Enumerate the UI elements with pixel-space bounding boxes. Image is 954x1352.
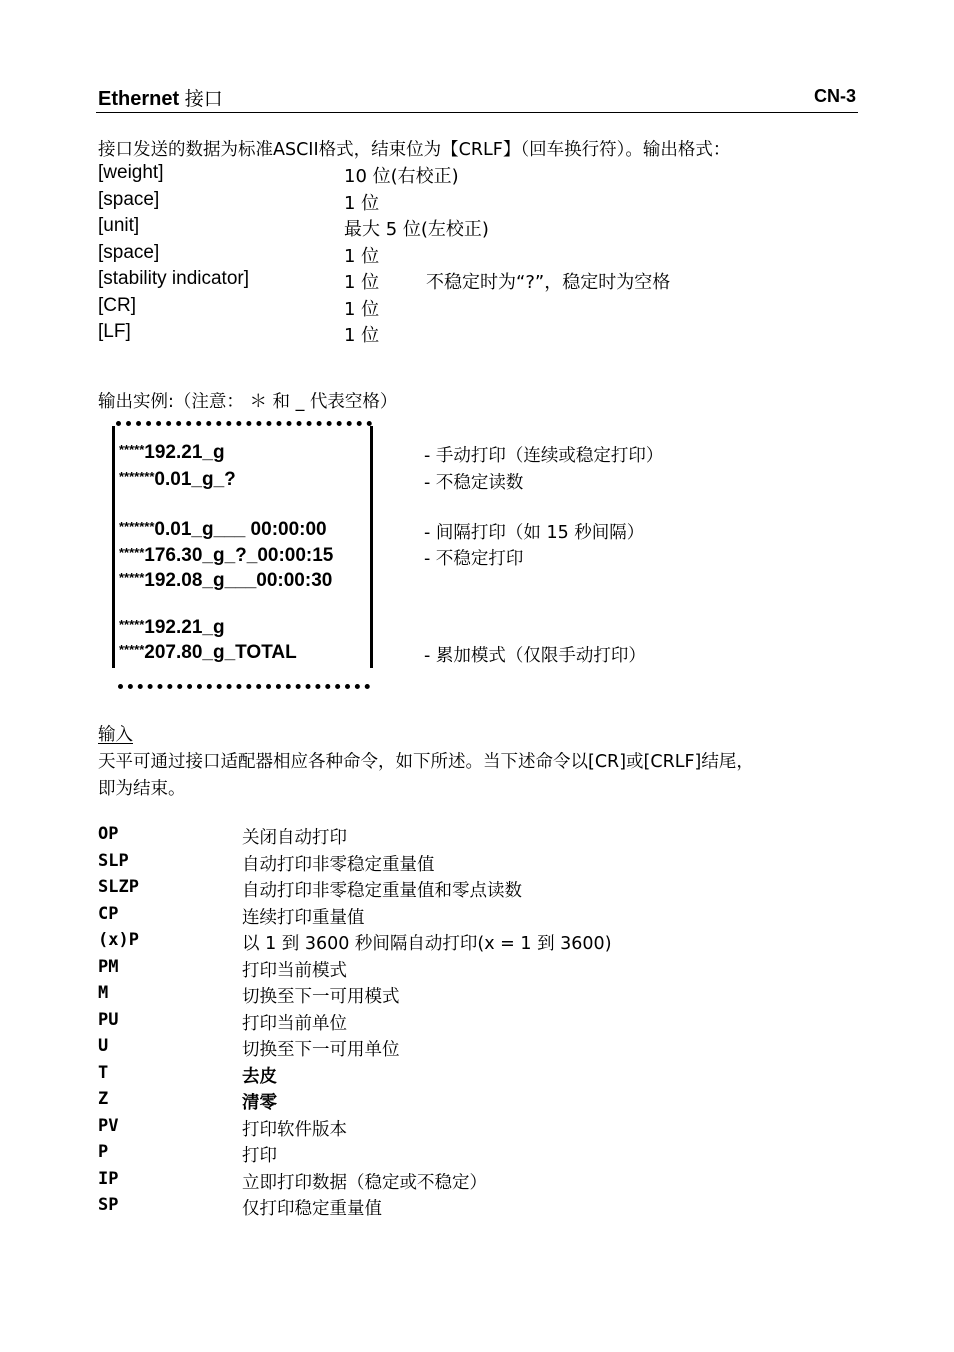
command-code: PM bbox=[98, 957, 119, 977]
format-field: [space] bbox=[98, 242, 160, 263]
ticket-bottom-edge bbox=[118, 684, 370, 689]
command-description: 清零 bbox=[242, 1093, 277, 1113]
ticket-line: *****176.30_g_?_00:00:15 bbox=[119, 545, 334, 566]
format-field: [CR] bbox=[98, 295, 136, 316]
page-title bbox=[98, 84, 223, 111]
ticket-left-edge bbox=[112, 426, 115, 668]
command-description: 连续打印重量值 bbox=[242, 908, 365, 928]
intro-paragraph: 接口发送的数据为标准ASCII格式，结束位为【CRLF】（回车换行符）。输出格式： bbox=[98, 140, 731, 160]
input-heading: 输入 bbox=[98, 725, 133, 745]
command-row bbox=[98, 1010, 858, 1036]
command-row bbox=[98, 1036, 858, 1062]
ticket-right-edge bbox=[370, 426, 373, 668]
command-code: PV bbox=[98, 1116, 119, 1136]
ticket-line: *******0.01_g_? bbox=[119, 469, 236, 490]
ticket-note: - 不稳定读数 bbox=[424, 473, 524, 493]
format-row bbox=[98, 268, 858, 294]
command-row bbox=[98, 904, 858, 930]
command-description: 打印当前模式 bbox=[242, 961, 347, 981]
ticket-line: *******0.01_g___ 00:00:00 bbox=[119, 519, 327, 540]
command-description: 切换至下一可用单位 bbox=[242, 1040, 400, 1060]
command-row bbox=[98, 1063, 858, 1089]
ticket-line: *****192.21_g bbox=[119, 617, 225, 638]
command-code: PU bbox=[98, 1010, 119, 1030]
format-length: 1 位 bbox=[344, 299, 380, 320]
format-field: [weight] bbox=[98, 162, 164, 183]
command-description: 自动打印非零稳定重量值 bbox=[242, 855, 435, 875]
ticket-line: *****192.21_g bbox=[119, 442, 225, 463]
command-description: 切换至下一可用模式 bbox=[242, 987, 400, 1007]
format-row bbox=[98, 189, 858, 215]
command-code: OP bbox=[98, 824, 119, 844]
ticket-note: - 间隔打印（如 15 秒间隔） bbox=[424, 523, 645, 543]
command-code: Z bbox=[98, 1089, 109, 1109]
format-length: 1 位 bbox=[344, 272, 380, 293]
header-divider bbox=[96, 112, 858, 113]
format-note: 不稳定时为“?”，稳定时为空格 bbox=[426, 272, 671, 293]
input-description-line-1: 天平可通过接口适配器相应各种命令，如下所述。当下述命令以[CR]或[CRLF]结尾， bbox=[98, 752, 754, 772]
page-number: CN-3 bbox=[813, 86, 856, 106]
command-row bbox=[98, 1169, 858, 1195]
format-row bbox=[98, 162, 858, 188]
command-code: SLZP bbox=[98, 877, 139, 897]
format-length: 最大 5 位(左校正) bbox=[344, 219, 489, 240]
command-code: M bbox=[98, 983, 109, 1003]
format-row bbox=[98, 215, 858, 241]
command-description: 关闭自动打印 bbox=[242, 828, 347, 848]
ticket-line: *****207.80_g_TOTAL bbox=[119, 642, 297, 663]
command-description: 打印 bbox=[242, 1146, 277, 1166]
command-code: SLP bbox=[98, 851, 129, 871]
format-row bbox=[98, 321, 858, 347]
command-description: 以 1 到 3600 秒间隔自动打印(x = 1 到 3600) bbox=[242, 934, 612, 954]
ticket-line: *****192.08_g___00:00:30 bbox=[119, 570, 333, 591]
title-english: Ethernet bbox=[98, 88, 180, 110]
command-code: P bbox=[98, 1142, 109, 1162]
example-title: 输出实例:（注意： ＊ 和 _ 代表空格） bbox=[98, 392, 398, 412]
ticket-note: - 不稳定打印 bbox=[424, 549, 524, 569]
input-description-line-2: 即为结束。 bbox=[98, 779, 186, 799]
command-description: 仅打印稳定重量值 bbox=[242, 1199, 382, 1219]
format-length: 1 位 bbox=[344, 193, 380, 214]
ticket-top-edge bbox=[116, 421, 372, 426]
format-field: [stability indicator] bbox=[98, 268, 250, 289]
format-length: 1 位 bbox=[344, 246, 380, 267]
format-field: [space] bbox=[98, 189, 160, 210]
command-row bbox=[98, 877, 858, 903]
ticket-note: - 累加模式（仅限手动打印） bbox=[424, 646, 646, 666]
ticket-note: - 手动打印（连续或稳定打印） bbox=[424, 446, 664, 466]
format-length: 1 位 bbox=[344, 325, 380, 346]
command-code: U bbox=[98, 1036, 109, 1056]
command-code: SP bbox=[98, 1195, 119, 1215]
command-row bbox=[98, 1142, 858, 1168]
format-field: [unit] bbox=[98, 215, 140, 236]
format-field: [LF] bbox=[98, 321, 131, 342]
command-description: 立即打印数据（稳定或不稳定） bbox=[242, 1173, 487, 1193]
format-length: 10 位(右校正) bbox=[344, 166, 459, 187]
command-row bbox=[98, 824, 858, 850]
command-row bbox=[98, 930, 858, 956]
command-code: IP bbox=[98, 1169, 119, 1189]
title-chinese: 接口 bbox=[184, 88, 223, 110]
command-description: 打印软件版本 bbox=[242, 1120, 347, 1140]
command-row bbox=[98, 957, 858, 983]
command-row bbox=[98, 1195, 858, 1221]
command-row bbox=[98, 851, 858, 877]
command-code: (x)P bbox=[98, 930, 139, 950]
command-description: 自动打印非零稳定重量值和零点读数 bbox=[242, 881, 522, 901]
format-row bbox=[98, 242, 858, 268]
command-code: T bbox=[98, 1063, 109, 1083]
command-description: 去皮 bbox=[242, 1067, 277, 1087]
format-row bbox=[98, 295, 858, 321]
command-row bbox=[98, 983, 858, 1009]
command-row bbox=[98, 1116, 858, 1142]
command-description: 打印当前单位 bbox=[242, 1014, 347, 1034]
command-code: CP bbox=[98, 904, 119, 924]
command-row bbox=[98, 1089, 858, 1115]
